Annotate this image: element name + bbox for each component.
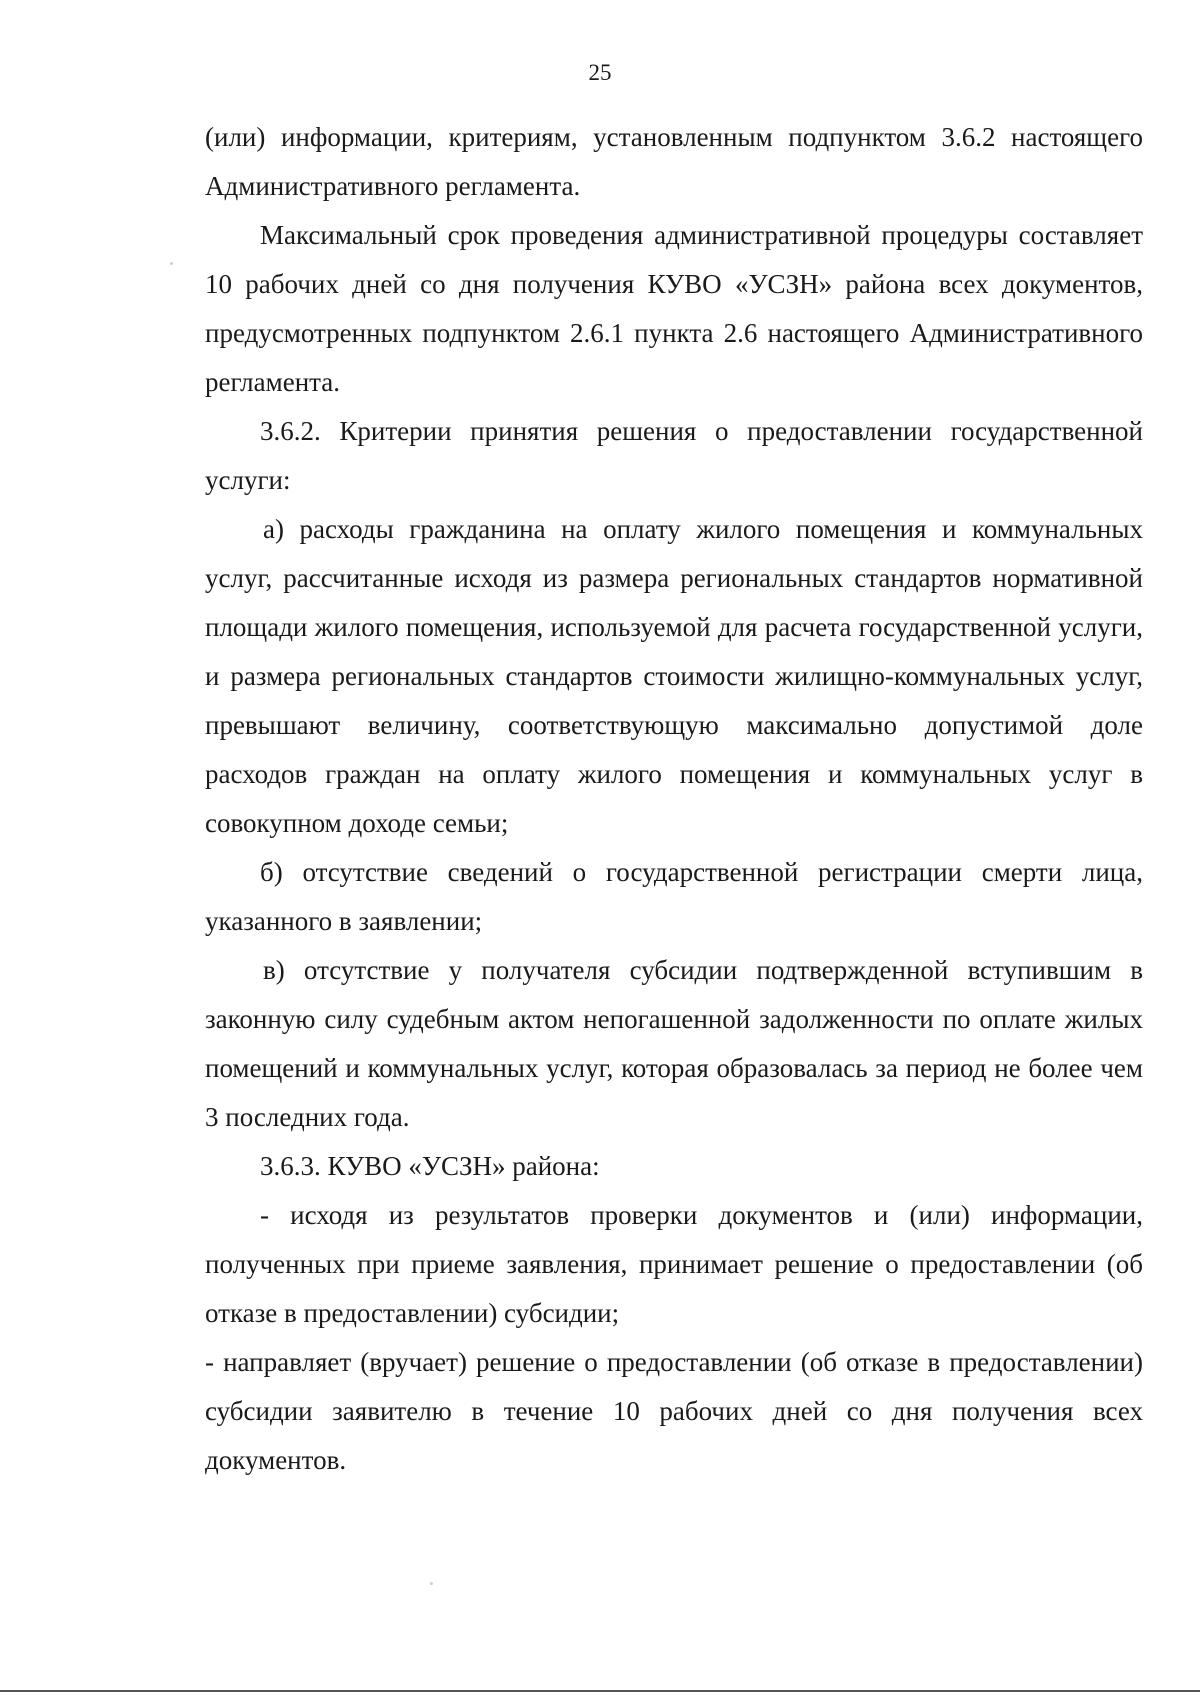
paragraph-criterion-b: б) отсутствие сведений о государственной регистрации смерти лица, указанного в заявлении; xyxy=(205,857,1143,936)
paragraph-continuation: (или) информации, критериям, установленным подпунктом 3.6.2 настоящего Административного регламента. xyxy=(205,122,1143,201)
document-body xyxy=(205,113,1143,1485)
page-bottom-edge xyxy=(0,1690,1200,1692)
paragraph-uszn-heading: 3.6.3. КУВО «УСЗН» района: xyxy=(260,1151,600,1181)
page-number: 25 xyxy=(588,60,612,85)
paragraph-criterion-v: в) отсутствие у получателя субсидии подтвержденной вступившим в законную силу судебным актом непогашенной задолженности по оплате жилых помещений и коммунальных услуг, которая образовалась за период не более чем 3 последних года. xyxy=(205,955,1143,1132)
paragraph-criterion-a: а) расходы гражданина на оплату жилого помещения и коммунальных услуг, рассчитанные исходя из размера региональных стандартов нормативной площади жилого помещения, используемой для расчета государственной услуги, и размера региональных стандартов стоимости жилищно-коммунальных услуг, превышают величину, соответствующую максимально допустимой доле расходов граждан на оплату жилого помещения и коммунальных услуг в совокупном доходе семьи; xyxy=(205,514,1143,838)
scan-artifact xyxy=(170,262,173,265)
paragraph-delivery: - направляет (вручает) решение о предоставлении (об отказе в предоставлении) субсидии заявителю в течение 10 рабочих дней со дня получения всех документов. xyxy=(205,1347,1143,1475)
paragraph-max-term: Максимальный срок проведения административной процедуры составляет 10 рабочих дней со дня получения КУВО «УСЗН» района всех документов, предусмотренных подпунктом 2.6.1 пункта 2.6 настоящего Административного регламента. xyxy=(205,220,1143,397)
paragraph-criteria-heading: 3.6.2. Критерии принятия решения о предоставлении государственной услуги: xyxy=(205,416,1143,495)
scan-artifact xyxy=(430,1582,433,1585)
paragraph-decision: - исходя из результатов проверки документов и (или) информации, полученных при приеме заявления, принимает решение о предоставлении (об отказе в предоставлении) субсидии; xyxy=(205,1200,1143,1328)
